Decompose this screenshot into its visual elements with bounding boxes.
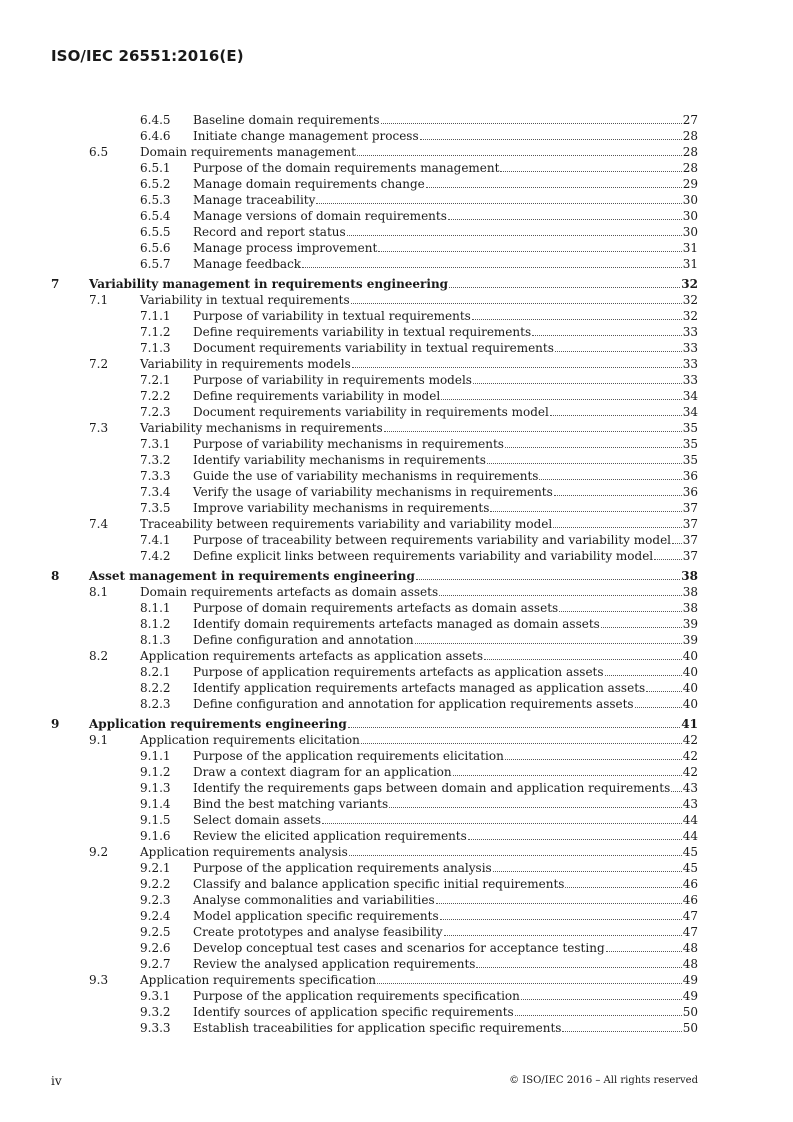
toc-entry-page: 32 <box>682 293 698 307</box>
toc-entry-7-4-2[interactable] <box>51 548 698 564</box>
toc-entry-7-3[interactable] <box>51 420 698 436</box>
toc-entry-title: Domain requirements artefacts as domain assets <box>140 585 439 599</box>
toc-entry-number: 9.3.1 <box>140 989 171 1003</box>
toc-entry-page: 33 <box>682 373 698 387</box>
toc-entry-number: 6.5.5 <box>140 225 171 239</box>
toc-entry-title: Define explicit links between requirements variability and variability model <box>193 549 654 563</box>
dot-leader <box>672 532 682 544</box>
toc-entry-page: 40 <box>682 697 698 711</box>
toc-entry-number: 8.1 <box>89 585 109 599</box>
toc-entry-title: Purpose of the domain requirements management <box>193 161 500 175</box>
dot-leader <box>439 584 682 596</box>
toc-entry-page: 37 <box>682 501 698 515</box>
toc-entry-8[interactable] <box>51 568 698 584</box>
toc-entry-7-2-3[interactable] <box>51 404 698 420</box>
toc-entry-number: 8.2.2 <box>140 681 171 695</box>
toc-entry-page: 48 <box>682 941 698 955</box>
toc-entry-title: Create prototypes and analyse feasibility <box>193 925 443 939</box>
toc-entry-title: Domain requirements management <box>140 145 356 159</box>
toc-entry-title: Review the elicited application requirements <box>193 829 467 843</box>
toc-entry-title: Bind the best matching variants <box>193 797 389 811</box>
toc-entry-number: 7.1.2 <box>140 325 171 339</box>
dot-leader <box>484 648 682 660</box>
toc-entry-number: 9.2.1 <box>140 861 171 875</box>
toc-entry-number: 9.1.5 <box>140 813 171 827</box>
toc-entry-number: 7.3.1 <box>140 437 171 451</box>
toc-entry-page: 43 <box>682 797 698 811</box>
toc-entry-7-1-3[interactable] <box>51 340 698 356</box>
dot-leader <box>606 940 682 952</box>
dot-leader <box>349 844 682 856</box>
toc-entry-9-1[interactable] <box>51 732 698 748</box>
toc-entry-title: Define configuration and annotation for application requirements assets <box>193 697 634 711</box>
toc-entry-number: 9.3.3 <box>140 1021 171 1035</box>
toc-entry-title: Traceability between requirements variability and variability model <box>140 517 553 531</box>
toc-entry-title: Define requirements variability in model <box>193 389 441 403</box>
toc-entry-7-3-4[interactable] <box>51 484 698 500</box>
toc-entry-title: Develop conceptual test cases and scenarios for acceptance testing <box>193 941 605 955</box>
toc-entry-page: 42 <box>682 733 698 747</box>
toc-entry-title: Identify application requirements artefacts managed as application assets <box>193 681 646 695</box>
toc-entry-8-2[interactable] <box>51 648 698 664</box>
toc-entry-page: 47 <box>682 925 698 939</box>
toc-entry-9-3-1[interactable] <box>51 988 698 1004</box>
toc-entry-page: 33 <box>682 341 698 355</box>
toc-entry-number: 7.2.3 <box>140 405 171 419</box>
toc-entry-page: 42 <box>682 749 698 763</box>
dot-leader <box>490 500 681 512</box>
dot-leader <box>378 240 681 252</box>
toc-entry-8-1-2[interactable] <box>51 616 698 632</box>
toc-entry-9-2-4[interactable] <box>51 908 698 924</box>
toc-entry-7-4-1[interactable] <box>51 532 698 548</box>
toc-entry-8-2-2[interactable] <box>51 680 698 696</box>
dot-leader <box>381 112 682 124</box>
toc-entry-number: 6.4.5 <box>140 113 171 127</box>
toc-entry-title: Record and report status <box>193 225 346 239</box>
toc-entry-number: 7.4.1 <box>140 533 171 547</box>
toc-entry-9-2[interactable] <box>51 844 698 860</box>
toc-entry-page: 28 <box>682 145 698 159</box>
dot-leader <box>515 1004 682 1016</box>
toc-entry-page: 29 <box>682 177 698 191</box>
toc-entry-page: 35 <box>682 453 698 467</box>
toc-entry-page: 33 <box>682 325 698 339</box>
copyright-notice: © ISO/IEC 2016 – All rights reserved <box>509 1075 698 1086</box>
dot-leader <box>505 748 682 760</box>
toc-entry-9-2-1[interactable] <box>51 860 698 876</box>
dot-leader <box>500 160 681 172</box>
dot-leader <box>562 1020 681 1032</box>
toc-entry-title: Identify sources of application specific requirements <box>193 1005 514 1019</box>
dot-leader <box>352 356 682 368</box>
toc-entry-number: 9.2.2 <box>140 877 171 891</box>
toc-entry-9-2-5[interactable] <box>51 924 698 940</box>
toc-entry-7-2[interactable] <box>51 356 698 372</box>
toc-entry-number: 8.2 <box>89 649 109 663</box>
dot-leader <box>468 828 682 840</box>
toc-entry-title: Application requirements elicitation <box>140 733 360 747</box>
toc-entry-page: 47 <box>682 909 698 923</box>
toc-entry-9-3-3[interactable] <box>51 1020 698 1036</box>
toc-entry-9-1-2[interactable] <box>51 764 698 780</box>
dot-leader <box>532 324 682 336</box>
toc-entry-title: Purpose of domain requirements artefacts as domain assets <box>193 601 559 615</box>
toc-entry-number: 7.1.1 <box>140 309 171 323</box>
dot-leader <box>555 340 682 352</box>
toc-entry-title: Purpose of variability mechanisms in requirements <box>193 437 504 451</box>
dot-leader <box>449 276 680 288</box>
toc-entry-7[interactable] <box>51 276 698 292</box>
toc-entry-number: 8 <box>51 569 60 583</box>
toc-entry-title: Purpose of variability in textual requirements <box>193 309 471 323</box>
toc-entry-title: Asset management in requirements engineering <box>89 569 415 583</box>
dot-leader <box>601 616 682 628</box>
dot-leader <box>420 128 682 140</box>
dot-leader <box>347 224 682 236</box>
toc-entry-page: 46 <box>682 893 698 907</box>
toc-entry-title: Purpose of the application requirements elicitation <box>193 749 504 763</box>
toc-entry-page: 44 <box>682 829 698 843</box>
toc-entry-page: 38 <box>682 585 698 599</box>
toc-entry-number: 9.1.6 <box>140 829 171 843</box>
toc-entry-number: 6.5.7 <box>140 257 171 271</box>
toc-entry-page: 37 <box>682 533 698 547</box>
document-id: ISO/IEC 26551:2016(E) <box>51 47 244 65</box>
toc-entry-9-2-2[interactable] <box>51 876 698 892</box>
toc-entry-page: 28 <box>682 129 698 143</box>
toc-entry-number: 9.2.6 <box>140 941 171 955</box>
toc-entry-title: Document requirements variability in textual requirements <box>193 341 554 355</box>
toc-entry-page: 39 <box>682 633 698 647</box>
toc-entry-page: 30 <box>682 193 698 207</box>
toc-entry-page: 38 <box>681 569 698 583</box>
toc-entry-number: 9.1.4 <box>140 797 171 811</box>
toc-entry-9-3-2[interactable] <box>51 1004 698 1020</box>
toc-entry-8-1[interactable] <box>51 584 698 600</box>
toc-entry-title: Improve variability mechanisms in requirements <box>193 501 490 515</box>
dot-leader <box>473 372 682 384</box>
toc-entry-number: 6.5.4 <box>140 209 171 223</box>
toc-entry-7-1-2[interactable] <box>51 324 698 340</box>
toc-entry-page: 48 <box>682 957 698 971</box>
toc-entry-7-3-3[interactable] <box>51 468 698 484</box>
toc-entry-page: 49 <box>682 973 698 987</box>
toc-entry-page: 41 <box>681 717 698 731</box>
toc-entry-page: 45 <box>682 845 698 859</box>
dot-leader <box>453 764 682 776</box>
toc-entry-page: 32 <box>681 277 698 291</box>
dot-leader <box>521 988 682 1000</box>
toc-entry-page: 36 <box>682 485 698 499</box>
toc-entry-title: Purpose of application requirements artefacts as application assets <box>193 665 604 679</box>
toc-entry-6-5-1[interactable] <box>51 160 698 176</box>
toc-entry-number: 6.5 <box>89 145 109 159</box>
toc-entry-9-2-6[interactable] <box>51 940 698 956</box>
toc-entry-number: 6.5.3 <box>140 193 171 207</box>
toc-entry-title: Variability in requirements models <box>140 357 351 371</box>
toc-entry-title: Document requirements variability in requirements model <box>193 405 549 419</box>
toc-entry-page: 34 <box>682 405 698 419</box>
toc-entry-number: 9 <box>51 717 60 731</box>
toc-entry-number: 9.1 <box>89 733 109 747</box>
toc-entry-number: 7.2 <box>89 357 109 371</box>
toc-entry-9-1-4[interactable] <box>51 796 698 812</box>
dot-leader <box>357 144 682 156</box>
toc-entry-9-1-5[interactable] <box>51 812 698 828</box>
dot-leader <box>635 696 682 708</box>
toc-entry-6-4-6[interactable] <box>51 128 698 144</box>
toc-entry-title: Manage process improvement <box>193 241 378 255</box>
toc-entry-9-2-3[interactable] <box>51 892 698 908</box>
toc-entry-number: 9.2.7 <box>140 957 171 971</box>
toc-entry-number: 7.2.1 <box>140 373 171 387</box>
toc-entry-page: 43 <box>682 781 698 795</box>
toc-entry-title: Variability management in requirements engineering <box>89 277 449 291</box>
dot-leader <box>384 420 682 432</box>
toc-entry-number: 9.1.3 <box>140 781 171 795</box>
dot-leader <box>377 972 682 984</box>
toc-entry-title: Define configuration and annotation <box>193 633 414 647</box>
toc-entry-title: Initiate change management process <box>193 129 419 143</box>
dot-leader <box>472 308 682 320</box>
toc-entry-number: 6.5.6 <box>140 241 171 255</box>
toc-entry-page: 30 <box>682 225 698 239</box>
toc-entry-page: 42 <box>682 765 698 779</box>
dot-leader <box>415 632 682 644</box>
toc-entry-9-2-7[interactable] <box>51 956 698 972</box>
toc-entry-title: Application requirements analysis <box>140 845 348 859</box>
toc-entry-title: Manage domain requirements change <box>193 177 425 191</box>
toc-entry-number: 8.2.1 <box>140 665 171 679</box>
toc-entry-number: 7.2.2 <box>140 389 171 403</box>
toc-entry-page: 35 <box>682 421 698 435</box>
toc-entry-title: Application requirements specification <box>140 973 376 987</box>
toc-entry-number: 6.5.1 <box>140 161 171 175</box>
dot-leader <box>550 404 682 416</box>
dot-leader <box>322 812 682 824</box>
toc-entry-title: Variability in textual requirements <box>140 293 350 307</box>
toc-entry-number: 9.2.5 <box>140 925 171 939</box>
toc-entry-7-2-1[interactable] <box>51 372 698 388</box>
toc-entry-page: 40 <box>682 649 698 663</box>
toc-entry-page: 37 <box>682 517 698 531</box>
toc-entry-number: 8.1.1 <box>140 601 171 615</box>
toc-entry-number: 7 <box>51 277 60 291</box>
dot-leader <box>493 860 682 872</box>
toc-entry-title: Analyse commonalities and variabilities <box>193 893 435 907</box>
toc-entry-page: 50 <box>682 1021 698 1035</box>
dot-leader <box>476 956 681 968</box>
dot-leader <box>416 568 680 580</box>
toc-entry-9-1-3[interactable] <box>51 780 698 796</box>
toc-entry-number: 9.1.2 <box>140 765 171 779</box>
toc-entry-title: Draw a context diagram for an application <box>193 765 452 779</box>
dot-leader <box>389 796 682 808</box>
toc-entry-title: Application requirements artefacts as application assets <box>140 649 484 663</box>
toc-entry-number: 6.4.6 <box>140 129 171 143</box>
toc-entry-number: 7.3 <box>89 421 109 435</box>
toc-entry-title: Purpose of traceability between requirements variability and variability model <box>193 533 672 547</box>
dot-leader <box>426 176 682 188</box>
dot-leader <box>539 468 681 480</box>
toc-entry-page: 40 <box>682 681 698 695</box>
dot-leader <box>436 892 682 904</box>
toc-entry-title: Identify domain requirements artefacts managed as domain assets <box>193 617 600 631</box>
toc-entry-8-2-1[interactable] <box>51 664 698 680</box>
toc-entry-7-1[interactable] <box>51 292 698 308</box>
toc-entry-page: 38 <box>682 601 698 615</box>
toc-entry-number: 9.3 <box>89 973 109 987</box>
toc-entry-title: Identify variability mechanisms in requirements <box>193 453 486 467</box>
toc-entry-page: 49 <box>682 989 698 1003</box>
toc-entry-title: Define requirements variability in textual requirements <box>193 325 532 339</box>
toc-entry-8-1-3[interactable] <box>51 632 698 648</box>
dot-leader <box>646 680 682 692</box>
toc-entry-6-5-7[interactable] <box>51 256 698 272</box>
toc-entry-number: 7.3.2 <box>140 453 171 467</box>
dot-leader <box>351 292 682 304</box>
toc-entry-title: Manage versions of domain requirements <box>193 209 447 223</box>
toc-entry-title: Identify the requirements gaps between domain and application requirements <box>193 781 671 795</box>
dot-leader <box>505 436 682 448</box>
toc-entry-page: 27 <box>682 113 698 127</box>
toc-entry-number: 9.3.2 <box>140 1005 171 1019</box>
toc-entry-page: 46 <box>682 877 698 891</box>
toc-entry-9[interactable] <box>51 716 698 732</box>
toc-entry-6-5-5[interactable] <box>51 224 698 240</box>
toc-entry-title: Establish traceabilities for application specific requirements <box>193 1021 562 1035</box>
toc-entry-title: Guide the use of variability mechanisms in requirements <box>193 469 539 483</box>
dot-leader <box>554 484 682 496</box>
dot-leader <box>316 192 681 204</box>
dot-leader <box>565 876 681 888</box>
dot-leader <box>444 924 682 936</box>
toc-entry-number: 7.3.3 <box>140 469 171 483</box>
toc-entry-number: 7.1.3 <box>140 341 171 355</box>
toc-entry-page: 31 <box>682 241 698 255</box>
toc-entry-6-4-5[interactable] <box>51 112 698 128</box>
toc-entry-9-1-1[interactable] <box>51 748 698 764</box>
toc-entry-7-1-1[interactable] <box>51 308 698 324</box>
toc-entry-number: 9.1.1 <box>140 749 171 763</box>
toc-entry-title: Model application specific requirements <box>193 909 439 923</box>
toc-entry-page: 45 <box>682 861 698 875</box>
toc-entry-title: Manage feedback <box>193 257 302 271</box>
toc-entry-title: Application requirements engineering <box>89 717 347 731</box>
toc-entry-number: 7.4 <box>89 517 109 531</box>
toc-entry-number: 8.1.2 <box>140 617 171 631</box>
toc-entry-number: 8.1.3 <box>140 633 171 647</box>
toc-entry-7-2-2[interactable] <box>51 388 698 404</box>
toc-entry-title: Purpose of variability in requirements models <box>193 373 472 387</box>
dot-leader <box>605 664 682 676</box>
dot-leader <box>441 388 682 400</box>
toc-entry-page: 31 <box>682 257 698 271</box>
toc-entry-page: 34 <box>682 389 698 403</box>
toc-entry-number: 9.2.4 <box>140 909 171 923</box>
table-of-contents <box>51 112 698 1036</box>
toc-entry-page: 32 <box>682 309 698 323</box>
toc-entry-8-1-1[interactable] <box>51 600 698 616</box>
page-number: iv <box>51 1074 62 1088</box>
dot-leader <box>553 516 682 528</box>
toc-entry-number: 7.4.2 <box>140 549 171 563</box>
dot-leader <box>348 716 681 728</box>
toc-entry-title: Purpose of the application requirements specification <box>193 989 520 1003</box>
toc-entry-title: Verify the usage of variability mechanisms in requirements <box>193 485 553 499</box>
toc-entry-7-3-5[interactable] <box>51 500 698 516</box>
toc-entry-9-3[interactable] <box>51 972 698 988</box>
toc-entry-page: 40 <box>682 665 698 679</box>
toc-entry-6-5-2[interactable] <box>51 176 698 192</box>
toc-entry-number: 9.2 <box>89 845 109 859</box>
toc-entry-title: Classify and balance application specific initial requirements <box>193 877 565 891</box>
toc-entry-page: 39 <box>682 617 698 631</box>
toc-entry-number: 7.3.4 <box>140 485 171 499</box>
toc-entry-number: 8.2.3 <box>140 697 171 711</box>
toc-entry-number: 6.5.2 <box>140 177 171 191</box>
dot-leader <box>302 256 682 268</box>
toc-entry-number: 7.1 <box>89 293 109 307</box>
toc-entry-page: 33 <box>682 357 698 371</box>
dot-leader <box>671 780 681 792</box>
toc-entry-page: 37 <box>682 549 698 563</box>
toc-entry-page: 28 <box>682 161 698 175</box>
toc-entry-number: 9.2.3 <box>140 893 171 907</box>
dot-leader <box>559 600 682 612</box>
toc-entry-title: Manage traceability <box>193 193 316 207</box>
toc-entry-page: 36 <box>682 469 698 483</box>
toc-entry-title: Review the analysed application requirements <box>193 957 476 971</box>
toc-entry-page: 30 <box>682 209 698 223</box>
toc-entry-number: 7.3.5 <box>140 501 171 515</box>
toc-entry-title: Baseline domain requirements <box>193 113 380 127</box>
dot-leader <box>654 548 682 560</box>
toc-entry-title: Select domain assets <box>193 813 321 827</box>
toc-entry-6-5-6[interactable] <box>51 240 698 256</box>
toc-entry-title: Variability mechanisms in requirements <box>140 421 383 435</box>
dot-leader <box>487 452 682 464</box>
toc-entry-6-5[interactable] <box>51 144 698 160</box>
dot-leader <box>448 208 682 220</box>
dot-leader <box>361 732 682 744</box>
toc-entry-9-1-6[interactable] <box>51 828 698 844</box>
toc-entry-7-3-1[interactable] <box>51 436 698 452</box>
toc-entry-7-4[interactable] <box>51 516 698 532</box>
toc-entry-6-5-3[interactable] <box>51 192 698 208</box>
toc-entry-6-5-4[interactable] <box>51 208 698 224</box>
toc-entry-page: 50 <box>682 1005 698 1019</box>
dot-leader <box>440 908 682 920</box>
toc-entry-8-2-3[interactable] <box>51 696 698 712</box>
toc-entry-page: 44 <box>682 813 698 827</box>
toc-entry-page: 35 <box>682 437 698 451</box>
toc-entry-7-3-2[interactable] <box>51 452 698 468</box>
toc-entry-title: Purpose of the application requirements analysis <box>193 861 492 875</box>
